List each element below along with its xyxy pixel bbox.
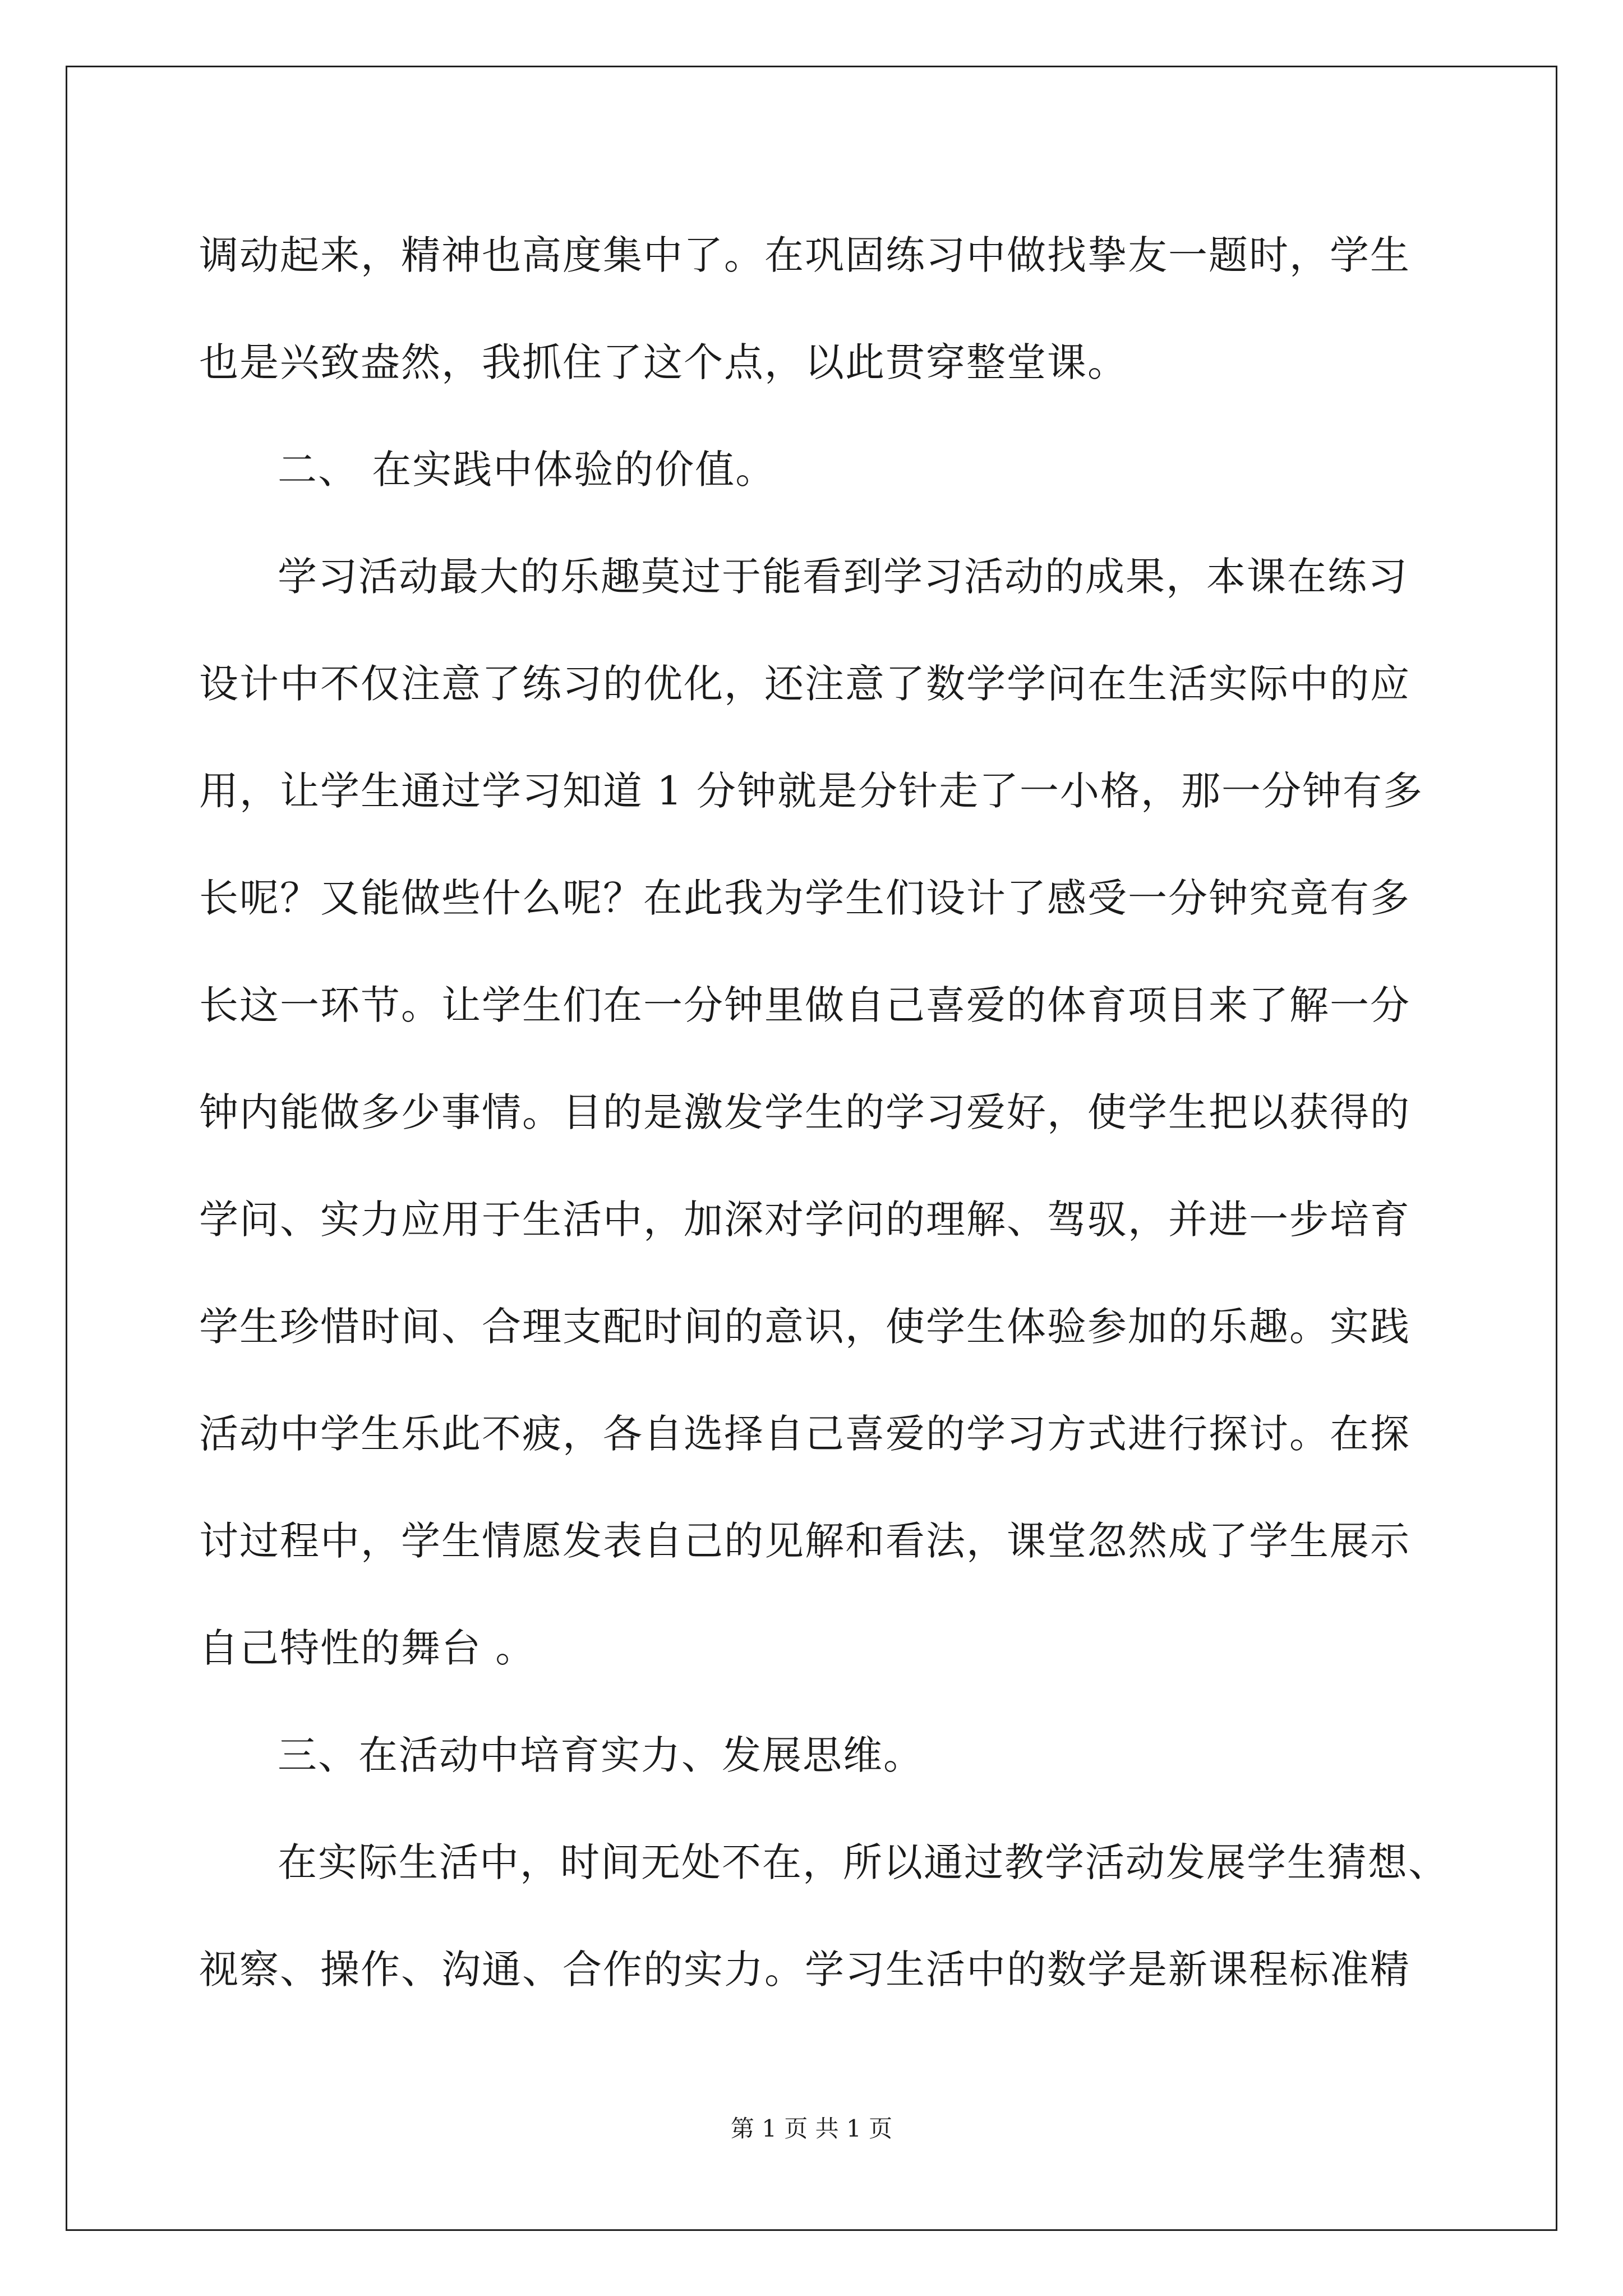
text-line: 长这一环节。让学生们在一分钟里做自己喜爱的体育项目来了解一分 (199, 982, 1410, 1028)
paragraph-start-line: 在实际生活中，时间无处不在，所以通过教学活动发展学生猜想、 (278, 1839, 1449, 1885)
text-line: 也是兴致盎然，我抓住了这个点，以此贯穿整堂课。 (199, 339, 1128, 385)
page-footer (0, 2112, 1623, 2146)
text-line: 长呢？又能做些什么呢？在此我为学生们设计了感受一分钟究竟有多 (199, 875, 1410, 921)
text-line: 学问、实力应用于生活中，加深对学问的理解、驾驭，并进一步培育 (199, 1197, 1410, 1243)
section-heading: 二、 在实践中体验的价值。 (278, 447, 776, 493)
text-line: 活动中学生乐此不疲，各自选择自己喜爱的学习方式进行探讨。在探 (199, 1411, 1410, 1457)
text-line: 讨过程中，学生情愿发表自己的见解和看法，课堂忽然成了学生展示 (199, 1518, 1410, 1564)
section-heading: 三、在活动中培育实力、发展思维。 (278, 1732, 924, 1778)
text-line: 学生珍惜时间、合理支配时间的意识，使学生体验参加的乐趣。实践 (199, 1304, 1410, 1350)
text-line: 调动起来，精神也高度集中了。在巩固练习中做找挚友一题时，学生 (199, 232, 1410, 278)
text-line: 设计中不仅注意了练习的优化，还注意了数学学问在生活实际中的应 (199, 661, 1410, 707)
document-body (199, 202, 1449, 2023)
text-line: 钟内能做多少事情。目的是激发学生的学习爱好，使学生把以获得的 (199, 1089, 1410, 1135)
paragraph-start-line: 学习活动最大的乐趣莫过于能看到学习活动的成果，本课在练习 (278, 554, 1408, 600)
text-line: 自己特性的舞台 。 (199, 1625, 536, 1671)
page-number-label: 第 1 页 共 1 页 (730, 2115, 893, 2142)
text-line: 用，让学生通过学习知道 1 分钟就是分针走了一小格，那一分钟有多 (199, 768, 1424, 814)
text-line: 视察、操作、沟通、合作的实力。学习生活中的数学是新课程标准精 (199, 1947, 1410, 1993)
